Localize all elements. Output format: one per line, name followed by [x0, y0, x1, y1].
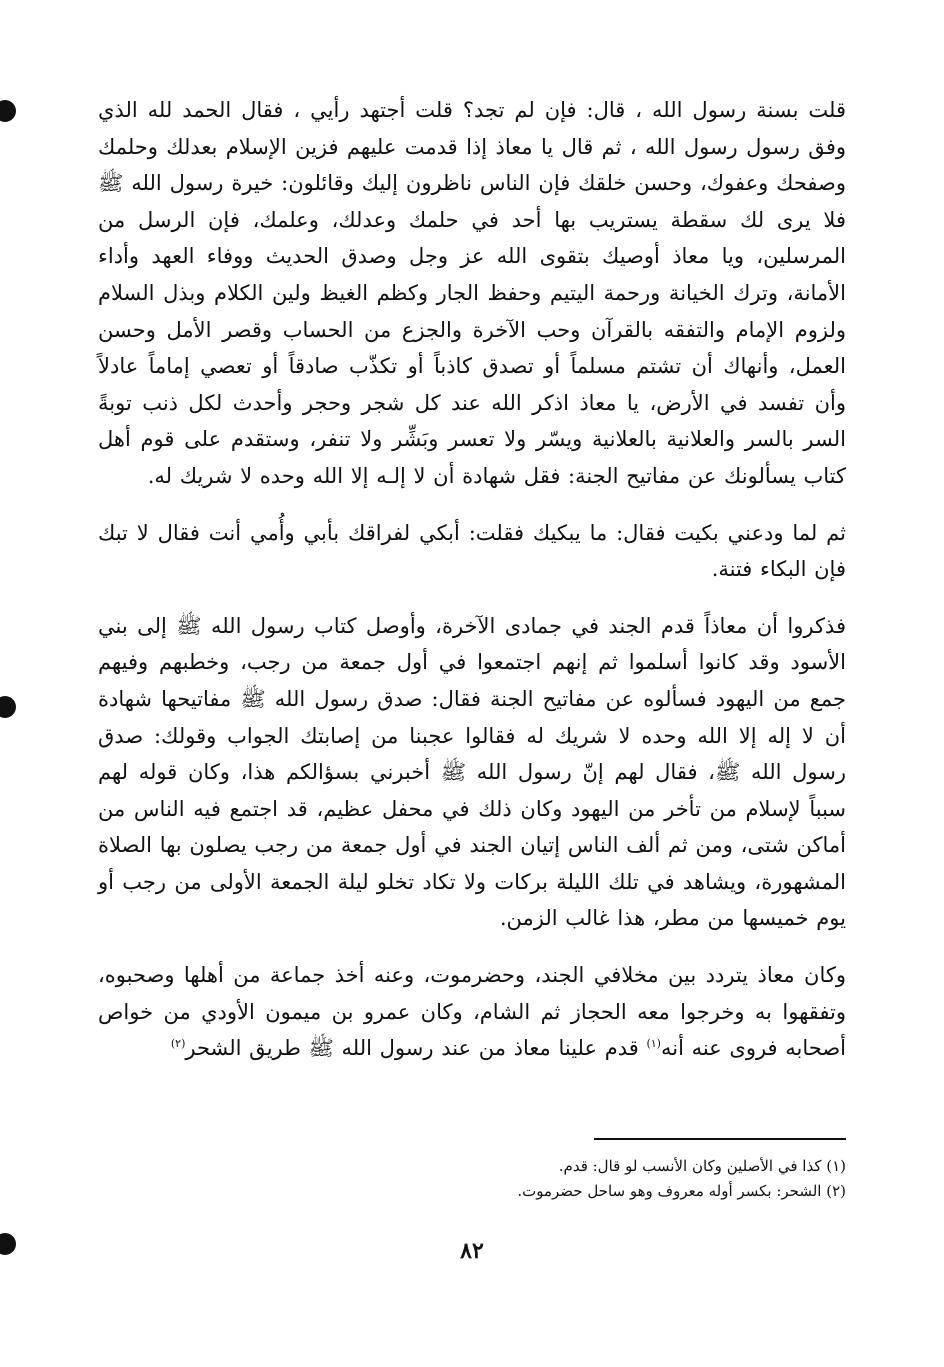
- paragraph-4-text-b: قدم علينا معاذ من عند رسول الله ﷺ طريق الشحر: [185, 1036, 647, 1061]
- binding-hole-mark: [0, 100, 16, 122]
- page-number: ٨٢: [460, 1238, 484, 1264]
- paragraph-1: قلت بسنة رسول الله ، قال: فإن لم تجد؟ قلت أجتهد رأيي ، فقال الحمد لله الذي وفق رسول رسول الله ، ثم قال يا معاذ إذا قدمت عليهم فزين الإسلام بعدلك وحلمك وصفحك وعفوك، وحسن خلقك فإن الناس ناظرون إليك وقائلون: خيرة رسول الله ﷺ فلا يرى لك سقطة يستريب بها أحد في حلمك وعدلك، وعلمك، فإن الرسل من المرسلين، ويا معاذ أوصيك بتقوى الله عز وجل وصدق الحديث ووفاء العهد وأداء الأمانة، وترك الخيانة ورحمة اليتيم وحفظ الجار وكظم الغيظ ولين الكلام وبذل السلام ولزوم الإمام والتفقه بالقرآن وحب الآخرة والجزع من الحساب وقصر الأمل وحسن العمل، وأنهاك أن تشتم مسلماً أو تصدق كاذباً أو تكذّب صادقاً أو تعصي إماماً عادلاً وأن تفسد في الأرض، يا معاذ اذكر الله عند كل شجر وحجر وأحدث لكل ذنب توبةً السر بالسر والعلانية بالعلانية ويسّر ولا تعسر وبَشِّر ولا تنفر، وستقدم على قوم أهل كتاب يسألونك عن مفاتيح الجنة: فقل شهادة أن لا إلـه إلا الله وحده لا شريك له.: [98, 98, 846, 488]
- paragraph-4-text-a: وكان معاذ يتردد بين مخلافي الجند، وحضرموت، وعنه أخذ جماعة من أهلها وصحبوه، وتفقهوا به وخرجوا معه الحجاز ثم الشام، وكان عمرو بن ميمون الأودي من خواص أصحابه فروى عنه أنه: [98, 963, 846, 1061]
- page-body: [98, 92, 846, 1067]
- paragraph-4: [98, 957, 846, 1067]
- footnote-1: (١) كذا في الأصلين وكان الأنسب لو قال: قدم.: [558, 1157, 846, 1175]
- footnote-2: (٢) الشحر: بكسر أوله معروف وهو ساحل حضرموت.: [517, 1182, 846, 1200]
- footnote-ref-1[interactable]: (١): [646, 1037, 661, 1051]
- paragraph-3: فذكروا أن معاذاً قدم الجند في جمادى الآخرة، وأوصل كتاب رسول الله ﷺ إلى بني الأسود وقد كانوا أسلموا ثم إنهم اجتمعوا في أول جمعة من رجب، وخطبهم وفيهم جمع من اليهود فسألوه عن مفاتيح الجنة فقال: صدق رسول الله ﷺ مفاتيحها شهادة أن لا إله إلا الله وحده لا شريك له فقالوا عجبنا من إصابتك الجواب وقولك: صدق رسول الله ﷺ، فقال لهم إنّ رسول الله ﷺ أخبرني بسؤالكم هذا، وكان قوله لهم سبباً لإسلام من تأخر من اليهود وكان ذلك في محفل عظيم، قد اجتمع فيه الناس من أماكن شتى، ومن ثم ألف الناس إتيان الجند في أول جمعة من رجب يصلون بها الصلاة المشهورة، ويشاهد في تلك الليلة بركات ولا تكاد تخلو ليلة الجمعة الأولى من رجب أو يوم خميسها من مطر، هذا غالب الزمن.: [98, 613, 846, 931]
- paragraph-2: ثم لما ودعني بكيت فقال: ما يبكيك فقلت: أبكي لفراقك بأبي وأُمي أنت فقال لا تبك فإن البكاء فتنة.: [98, 520, 846, 582]
- footnotes: [300, 1154, 846, 1204]
- footnote-separator: [594, 1138, 846, 1140]
- binding-hole-mark: [0, 696, 16, 718]
- footnote-ref-2[interactable]: (٢): [170, 1037, 186, 1051]
